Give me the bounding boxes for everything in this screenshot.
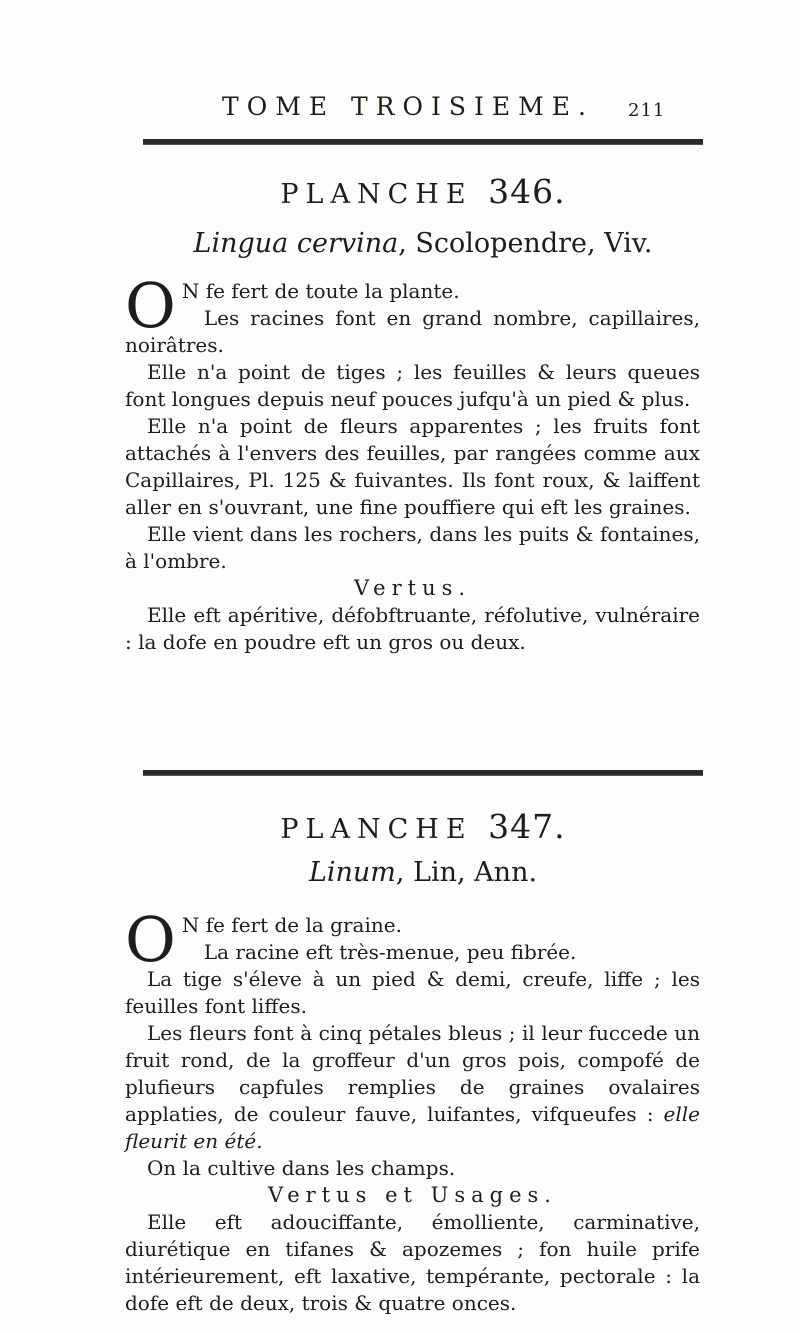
section-rule	[143, 770, 703, 776]
paragraph: On la cultive dans les champs.	[147, 1156, 456, 1180]
paragraph: Les fleurs font à cinq pétales bleus ; il leur fuccede un fruit rond, de la groffeur d'un gros pois, compofé de plufieurs capfules remplies de graines ovalaires applaties, de couleur fauve, luifantes, vifqueufes : elle fleurit en été.	[125, 1021, 700, 1153]
section-body	[125, 269, 700, 656]
paragraph: Les racines font en grand nombre, capillaires, noirâtres.	[125, 306, 700, 357]
paragraph: O N fe fert de la graine.	[125, 903, 402, 976]
latin-name: Lingua cervina	[193, 228, 399, 259]
paragraph: Elle n'a point de fleurs apparentes ; les fruits font attachés à l'envers des feuilles, par rangées comme aux Capillaires, Pl. 125 & fuivantes. Ils font roux, & laiffent aller en s'ouvrant, une fine pouffiere qui eft les graines.	[125, 414, 700, 519]
plate-label: PLANCHE	[280, 814, 473, 845]
running-head: TOME TROISIEME.	[222, 92, 594, 121]
common-name: , Lin, Ann.	[395, 857, 538, 888]
common-name: , Scolopendre, Viv.	[398, 228, 653, 259]
plant-name	[143, 228, 703, 259]
paragraph: Elle eft adouciffante, émolliente, carminative, diurétique en tifanes & apozemes ; fon huile prife intérieurement, eft laxative, tempérante, pectorale : la dofe eft de deux, trois & quatre onces.	[125, 1210, 700, 1315]
drop-cap: O	[125, 903, 176, 976]
plate-label: PLANCHE	[280, 179, 473, 210]
virtues-heading: Vertus.	[353, 576, 472, 600]
paragraph: Elle n'a point de tiges ; les feuilles & leurs queues font longues depuis neuf pouces jufqu'à un pied & plus.	[125, 360, 700, 411]
paragraph: La racine eft très-menue, peu fibrée.	[203, 940, 577, 964]
italic-note: elle fleurit en été.	[125, 1102, 700, 1153]
plate-title	[143, 172, 703, 211]
paragraph: O N fe fert de toute la plante.	[125, 269, 460, 342]
page-number: 211	[628, 100, 666, 121]
section-rule	[143, 139, 703, 145]
paragraph: Elle eft apéritive, défobftruante, réfolutive, vulnéraire : la dofe en poudre eft un gros ou deux.	[125, 603, 700, 654]
plate-number: 347.	[488, 807, 566, 846]
plate-title	[143, 807, 703, 846]
plant-name	[143, 857, 703, 888]
virtues-heading: Vertus et Usages.	[268, 1183, 557, 1207]
paragraph: Elle vient dans les rochers, dans les puits & fontaines, à l'ombre.	[125, 522, 700, 573]
drop-cap: O	[125, 269, 176, 342]
section-body	[125, 903, 700, 1317]
paragraph: La tige s'éleve à un pied & demi, creufe, liffe ; les feuilles font liffes.	[125, 967, 700, 1018]
plate-number: 346.	[488, 172, 566, 211]
latin-name: Linum	[308, 857, 396, 888]
